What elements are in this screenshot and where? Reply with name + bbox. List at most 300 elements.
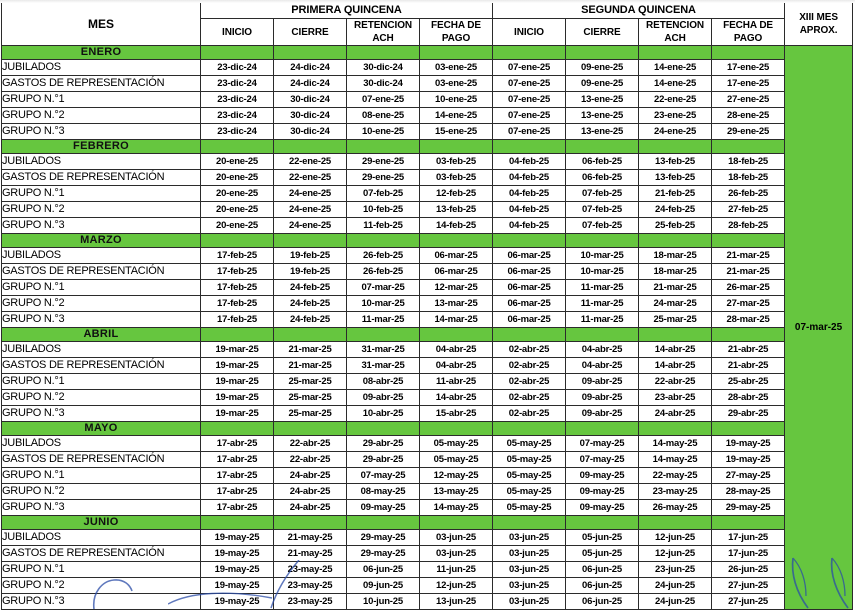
cell-q1-fecha-pago: 12-mar-25 [420,280,493,296]
month-band-fill [347,516,420,530]
row-concept: GRUPO N.°2 [2,484,201,500]
month-band-fill [420,234,493,248]
cell-q2-cierre: 09-may-25 [566,468,639,484]
cell-q1-fecha-pago: 03-jun-25 [420,530,493,546]
cell-q1-cierre: 22-abr-25 [274,452,347,468]
cell-q2-fecha-pago: 28-abr-25 [712,390,785,406]
column-header-q2-inicio: INICIO [493,19,566,46]
row-concept: GASTOS DE REPRESENTACIÓN [2,76,201,92]
month-band-fill [274,46,347,60]
row-concept: GRUPO N.°3 [2,594,201,610]
cell-q2-cierre: 07-feb-25 [566,186,639,202]
cell-q1-cierre: 19-feb-25 [274,248,347,264]
payment-schedule-table [1,2,853,610]
xiii-mes-label-line1: XIII MES [799,12,838,23]
column-header-q2-fecha-pago [712,19,785,46]
table-row [2,108,853,124]
cell-q1-fecha-pago: 12-may-25 [420,468,493,484]
cell-q1-inicio: 17-feb-25 [201,280,274,296]
cell-q1-fecha-pago: 11-jun-25 [420,562,493,578]
cell-q2-retencion-ach: 18-mar-25 [639,264,712,280]
row-concept: JUBILADOS [2,154,201,170]
fecha-pago-label-line1: FECHA DE [723,20,774,31]
month-band-fill [493,328,566,342]
table-row [2,500,853,516]
row-concept: GASTOS DE REPRESENTACIÓN [2,452,201,468]
cell-q1-cierre: 23-may-25 [274,594,347,610]
cell-q1-cierre: 21-mar-25 [274,342,347,358]
cell-q2-retencion-ach: 18-mar-25 [639,248,712,264]
cell-q2-cierre: 13-ene-25 [566,108,639,124]
cell-q2-inicio: 06-mar-25 [493,312,566,328]
table-row [2,358,853,374]
table-row [2,390,853,406]
cell-q2-retencion-ach: 13-feb-25 [639,170,712,186]
month-band-fill [420,140,493,154]
cell-q2-cierre: 09-abr-25 [566,374,639,390]
cell-q1-fecha-pago: 14-may-25 [420,500,493,516]
month-band-fill [493,140,566,154]
cell-q2-cierre: 09-may-25 [566,500,639,516]
cell-q2-fecha-pago: 29-may-25 [712,500,785,516]
cell-q2-cierre: 04-abr-25 [566,358,639,374]
row-concept: JUBILADOS [2,60,201,76]
cell-q2-cierre: 09-abr-25 [566,390,639,406]
cell-q2-cierre: 04-abr-25 [566,342,639,358]
cell-q1-retencion-ach: 11-mar-25 [347,312,420,328]
cell-q1-fecha-pago: 05-may-25 [420,452,493,468]
cell-q1-inicio: 17-abr-25 [201,468,274,484]
cell-q1-retencion-ach: 29-abr-25 [347,436,420,452]
cell-q2-fecha-pago: 27-ene-25 [712,92,785,108]
row-concept: GRUPO N.°2 [2,108,201,124]
cell-q1-cierre: 30-dic-24 [274,124,347,140]
cell-q2-fecha-pago: 19-may-25 [712,436,785,452]
month-band-row [2,234,853,248]
column-header-q1-retencion-ach [347,19,420,46]
cell-q2-fecha-pago: 19-may-25 [712,452,785,468]
cell-q1-fecha-pago: 14-feb-25 [420,218,493,234]
month-band-fill [347,422,420,436]
month-band-fill [566,234,639,248]
cell-q2-inicio: 03-jun-25 [493,594,566,610]
cell-q2-retencion-ach: 12-jun-25 [639,530,712,546]
row-concept: GRUPO N.°2 [2,202,201,218]
cell-q1-retencion-ach: 10-jun-25 [347,594,420,610]
month-band-row [2,46,853,60]
cell-q2-cierre: 06-feb-25 [566,154,639,170]
cell-q1-inicio: 19-may-25 [201,530,274,546]
row-concept: GRUPO N.°1 [2,562,201,578]
cell-q1-retencion-ach: 09-may-25 [347,500,420,516]
month-band-fill [274,422,347,436]
cell-q2-retencion-ach: 24-ene-25 [639,124,712,140]
month-band-fill [566,516,639,530]
cell-q1-cierre: 19-feb-25 [274,264,347,280]
cell-q2-cierre: 10-mar-25 [566,264,639,280]
cell-q1-inicio: 17-abr-25 [201,452,274,468]
cell-q1-fecha-pago: 15-abr-25 [420,406,493,422]
table-row [2,436,853,452]
cell-q1-cierre: 24-ene-25 [274,218,347,234]
month-band-fill [712,328,785,342]
cell-q2-cierre: 13-ene-25 [566,92,639,108]
cell-q1-cierre: 22-ene-25 [274,170,347,186]
cell-q2-cierre: 09-ene-25 [566,76,639,92]
cell-q2-retencion-ach: 14-abr-25 [639,358,712,374]
row-concept: GRUPO N.°2 [2,390,201,406]
cell-q1-retencion-ach: 26-feb-25 [347,248,420,264]
cell-q1-cierre: 21-may-25 [274,530,347,546]
cell-q1-retencion-ach: 07-may-25 [347,468,420,484]
month-band-fill [639,234,712,248]
cell-q1-inicio: 19-mar-25 [201,342,274,358]
table-row [2,92,853,108]
table-row [2,170,853,186]
header-row-group [2,3,853,19]
cell-q2-inicio: 02-abr-25 [493,390,566,406]
cell-q1-fecha-pago: 04-abr-25 [420,342,493,358]
cell-q2-cierre: 07-feb-25 [566,202,639,218]
cell-q1-cierre: 24-feb-25 [274,296,347,312]
column-header-q1-fecha-pago [420,19,493,46]
cell-q1-inicio: 19-mar-25 [201,374,274,390]
fecha-pago-label-line2: PAGO [441,33,471,44]
xiii-mes-value: 07-mar-25 [785,46,853,610]
cell-q1-retencion-ach: 11-feb-25 [347,218,420,234]
cell-q2-cierre: 09-ene-25 [566,60,639,76]
cell-q1-fecha-pago: 13-feb-25 [420,202,493,218]
cell-q1-cierre: 25-mar-25 [274,406,347,422]
table-row [2,280,853,296]
cell-q1-cierre: 24-ene-25 [274,202,347,218]
cell-q2-inicio: 04-feb-25 [493,186,566,202]
table-row [2,264,853,280]
column-header-primera-quincena: PRIMERA QUINCENA [201,3,493,19]
cell-q2-fecha-pago: 26-mar-25 [712,280,785,296]
cell-q2-fecha-pago: 21-mar-25 [712,264,785,280]
row-concept: JUBILADOS [2,248,201,264]
cell-q2-cierre: 09-may-25 [566,484,639,500]
cell-q1-inicio: 20-ene-25 [201,218,274,234]
cell-q1-retencion-ach: 26-feb-25 [347,264,420,280]
cell-q1-fecha-pago: 03-jun-25 [420,546,493,562]
table-row [2,406,853,422]
cell-q2-retencion-ach: 25-feb-25 [639,218,712,234]
cell-q1-inicio: 17-abr-25 [201,436,274,452]
cell-q2-retencion-ach: 24-jun-25 [639,594,712,610]
cell-q1-cierre: 22-abr-25 [274,436,347,452]
cell-q2-retencion-ach: 22-abr-25 [639,374,712,390]
cell-q2-fecha-pago: 25-abr-25 [712,374,785,390]
cell-q2-retencion-ach: 14-ene-25 [639,76,712,92]
cell-q1-retencion-ach: 10-ene-25 [347,124,420,140]
table-row [2,578,853,594]
cell-q1-cierre: 24-feb-25 [274,312,347,328]
cell-q1-inicio: 23-dic-24 [201,76,274,92]
row-concept: JUBILADOS [2,436,201,452]
cell-q1-fecha-pago: 05-may-25 [420,436,493,452]
month-name-junio: JUNIO [2,516,201,530]
cell-q2-inicio: 04-feb-25 [493,170,566,186]
cell-q2-fecha-pago: 18-feb-25 [712,170,785,186]
cell-q1-retencion-ach: 07-ene-25 [347,92,420,108]
cell-q2-inicio: 05-may-25 [493,468,566,484]
cell-q2-retencion-ach: 22-ene-25 [639,92,712,108]
cell-q2-inicio: 06-mar-25 [493,248,566,264]
cell-q2-inicio: 05-may-25 [493,500,566,516]
month-name-enero: ENERO [2,46,201,60]
month-band-fill [201,328,274,342]
cell-q1-inicio: 19-mar-25 [201,406,274,422]
cell-q1-retencion-ach: 10-mar-25 [347,296,420,312]
cell-q1-fecha-pago: 10-ene-25 [420,92,493,108]
table-row [2,218,853,234]
cell-q2-inicio: 06-mar-25 [493,264,566,280]
cell-q2-inicio: 07-ene-25 [493,60,566,76]
month-band-row [2,140,853,154]
cell-q2-inicio: 02-abr-25 [493,406,566,422]
column-header-mes: MES [2,3,201,46]
cell-q1-cierre: 24-dic-24 [274,76,347,92]
cell-q2-inicio: 02-abr-25 [493,358,566,374]
cell-q2-fecha-pago: 27-mar-25 [712,296,785,312]
month-band-fill [712,140,785,154]
row-concept: GRUPO N.°2 [2,578,201,594]
cell-q1-cierre: 25-mar-25 [274,374,347,390]
column-header-q2-retencion-ach [639,19,712,46]
cell-q1-inicio: 23-dic-24 [201,124,274,140]
cell-q2-fecha-pago: 27-feb-25 [712,202,785,218]
cell-q1-inicio: 23-dic-24 [201,92,274,108]
cell-q1-cierre: 23-may-25 [274,578,347,594]
cell-q1-retencion-ach: 09-jun-25 [347,578,420,594]
cell-q2-fecha-pago: 26-jun-25 [712,562,785,578]
cell-q1-cierre: 24-ene-25 [274,186,347,202]
cell-q1-fecha-pago: 03-feb-25 [420,170,493,186]
cell-q1-fecha-pago: 13-jun-25 [420,594,493,610]
cell-q2-retencion-ach: 24-mar-25 [639,296,712,312]
cell-q1-fecha-pago: 03-feb-25 [420,154,493,170]
month-band-fill [712,516,785,530]
month-name-mayo: MAYO [2,422,201,436]
cell-q1-retencion-ach: 09-abr-25 [347,390,420,406]
cell-q1-fecha-pago: 06-mar-25 [420,264,493,280]
month-band-fill [639,516,712,530]
cell-q2-cierre: 07-may-25 [566,436,639,452]
cell-q2-inicio: 07-ene-25 [493,92,566,108]
month-name-febrero: FEBRERO [2,140,201,154]
row-concept: GASTOS DE REPRESENTACIÓN [2,358,201,374]
month-band-fill [566,140,639,154]
cell-q2-retencion-ach: 26-may-25 [639,500,712,516]
table-row [2,248,853,264]
cell-q1-retencion-ach: 29-may-25 [347,530,420,546]
cell-q1-inicio: 17-feb-25 [201,264,274,280]
fecha-pago-label-line1: FECHA DE [431,20,481,31]
cell-q1-inicio: 23-dic-24 [201,108,274,124]
retencion-label-line2: ACH [664,33,686,44]
cell-q1-fecha-pago: 13-may-25 [420,484,493,500]
cell-q1-inicio: 20-ene-25 [201,154,274,170]
row-concept: GRUPO N.°2 [2,296,201,312]
cell-q1-inicio: 19-mar-25 [201,390,274,406]
table-row [2,562,853,578]
row-concept: GRUPO N.°3 [2,218,201,234]
row-concept: GASTOS DE REPRESENTACIÓN [2,264,201,280]
month-band-fill [201,234,274,248]
cell-q1-fecha-pago: 06-mar-25 [420,248,493,264]
cell-q2-inicio: 03-jun-25 [493,546,566,562]
cell-q1-fecha-pago: 03-ene-25 [420,60,493,76]
month-band-fill [347,46,420,60]
table-body [2,46,853,610]
retencion-label-line1: RETENCION [354,20,412,31]
cell-q2-cierre: 06-jun-25 [566,562,639,578]
cell-q2-inicio: 07-ene-25 [493,76,566,92]
cell-q2-inicio: 02-abr-25 [493,374,566,390]
month-band-fill [493,234,566,248]
cell-q2-fecha-pago: 18-feb-25 [712,154,785,170]
cell-q2-retencion-ach: 23-ene-25 [639,108,712,124]
cell-q1-retencion-ach: 29-may-25 [347,546,420,562]
cell-q1-inicio: 17-abr-25 [201,500,274,516]
cell-q1-retencion-ach: 30-dic-24 [347,60,420,76]
month-band-fill [493,422,566,436]
cell-q2-cierre: 11-mar-25 [566,280,639,296]
cell-q2-retencion-ach: 12-jun-25 [639,546,712,562]
month-band-row [2,328,853,342]
column-header-xiii-mes [785,3,853,46]
month-band-fill [347,140,420,154]
row-concept: JUBILADOS [2,530,201,546]
cell-q2-fecha-pago: 28-may-25 [712,484,785,500]
month-band-fill [274,234,347,248]
row-concept: GRUPO N.°3 [2,406,201,422]
table-row [2,124,853,140]
cell-q1-inicio: 20-ene-25 [201,202,274,218]
month-band-fill [420,516,493,530]
cell-q2-inicio: 05-may-25 [493,436,566,452]
cell-q1-inicio: 20-ene-25 [201,186,274,202]
cell-q2-inicio: 03-jun-25 [493,530,566,546]
cell-q2-retencion-ach: 14-may-25 [639,452,712,468]
cell-q1-inicio: 19-may-25 [201,562,274,578]
cell-q1-fecha-pago: 03-ene-25 [420,76,493,92]
cell-q2-fecha-pago: 28-mar-25 [712,312,785,328]
cell-q1-retencion-ach: 06-jun-25 [347,562,420,578]
cell-q2-fecha-pago: 28-ene-25 [712,108,785,124]
cell-q2-retencion-ach: 13-feb-25 [639,154,712,170]
row-concept: GRUPO N.°1 [2,280,201,296]
table-row [2,452,853,468]
cell-q2-fecha-pago: 21-mar-25 [712,248,785,264]
month-band-fill [274,328,347,342]
cell-q1-cierre: 22-ene-25 [274,154,347,170]
cell-q2-fecha-pago: 27-may-25 [712,468,785,484]
cell-q2-fecha-pago: 21-abr-25 [712,358,785,374]
cell-q1-cierre: 24-dic-24 [274,60,347,76]
row-concept: GRUPO N.°1 [2,468,201,484]
cell-q2-fecha-pago: 17-ene-25 [712,60,785,76]
table-header [2,3,853,46]
table-row [2,60,853,76]
cell-q2-fecha-pago: 26-feb-25 [712,186,785,202]
row-concept: GRUPO N.°3 [2,124,201,140]
month-band-fill [201,422,274,436]
cell-q1-cierre: 24-abr-25 [274,468,347,484]
cell-q1-inicio: 19-may-25 [201,578,274,594]
cell-q1-cierre: 21-mar-25 [274,358,347,374]
cell-q2-inicio: 03-jun-25 [493,562,566,578]
cell-q2-inicio: 04-feb-25 [493,202,566,218]
cell-q2-retencion-ach: 21-feb-25 [639,186,712,202]
cell-q2-fecha-pago: 17-jun-25 [712,546,785,562]
cell-q2-inicio: 03-jun-25 [493,578,566,594]
cell-q1-retencion-ach: 29-ene-25 [347,154,420,170]
row-concept: GRUPO N.°3 [2,312,201,328]
table-row [2,312,853,328]
cell-q2-fecha-pago: 29-ene-25 [712,124,785,140]
cell-q2-cierre: 06-jun-25 [566,578,639,594]
month-band-row [2,422,853,436]
cell-q2-fecha-pago: 27-jun-25 [712,578,785,594]
cell-q2-retencion-ach: 24-feb-25 [639,202,712,218]
month-band-fill [201,46,274,60]
xiii-mes-label-line2: APROX. [799,25,838,36]
month-band-fill [639,46,712,60]
cell-q2-retencion-ach: 14-abr-25 [639,342,712,358]
table-row [2,296,853,312]
cell-q2-inicio: 06-mar-25 [493,296,566,312]
month-band-fill [566,422,639,436]
cell-q1-cierre: 25-mar-25 [274,390,347,406]
month-band-fill [712,234,785,248]
month-name-abril: ABRIL [2,328,201,342]
cell-q1-fecha-pago: 12-feb-25 [420,186,493,202]
cell-q1-inicio: 19-may-25 [201,594,274,610]
month-band-fill [420,328,493,342]
cell-q1-cierre: 24-abr-25 [274,484,347,500]
cell-q2-cierre: 07-may-25 [566,452,639,468]
cell-q1-cierre: 24-abr-25 [274,500,347,516]
cell-q1-inicio: 17-feb-25 [201,296,274,312]
column-header-segunda-quincena: SEGUNDA QUINCENA [493,3,785,19]
month-band-fill [712,422,785,436]
cell-q1-retencion-ach: 31-mar-25 [347,358,420,374]
retencion-label-line2: ACH [372,33,394,44]
cell-q1-retencion-ach: 29-ene-25 [347,170,420,186]
month-band-fill [201,140,274,154]
column-header-q1-inicio: INICIO [201,19,274,46]
cell-q2-inicio: 07-ene-25 [493,108,566,124]
month-band-fill [712,46,785,60]
cell-q2-fecha-pago: 17-ene-25 [712,76,785,92]
cell-q2-inicio: 05-may-25 [493,452,566,468]
month-band-fill [566,328,639,342]
cell-q2-fecha-pago: 21-abr-25 [712,342,785,358]
cell-q1-retencion-ach: 08-may-25 [347,484,420,500]
cell-q2-cierre: 11-mar-25 [566,296,639,312]
cell-q2-fecha-pago: 17-jun-25 [712,530,785,546]
cell-q2-retencion-ach: 14-ene-25 [639,60,712,76]
table-row [2,468,853,484]
cell-q2-fecha-pago: 29-abr-25 [712,406,785,422]
cell-q1-fecha-pago: 15-ene-25 [420,124,493,140]
cell-q1-retencion-ach: 29-abr-25 [347,452,420,468]
cell-q2-fecha-pago: 27-jun-25 [712,594,785,610]
row-concept: GRUPO N.°3 [2,500,201,516]
